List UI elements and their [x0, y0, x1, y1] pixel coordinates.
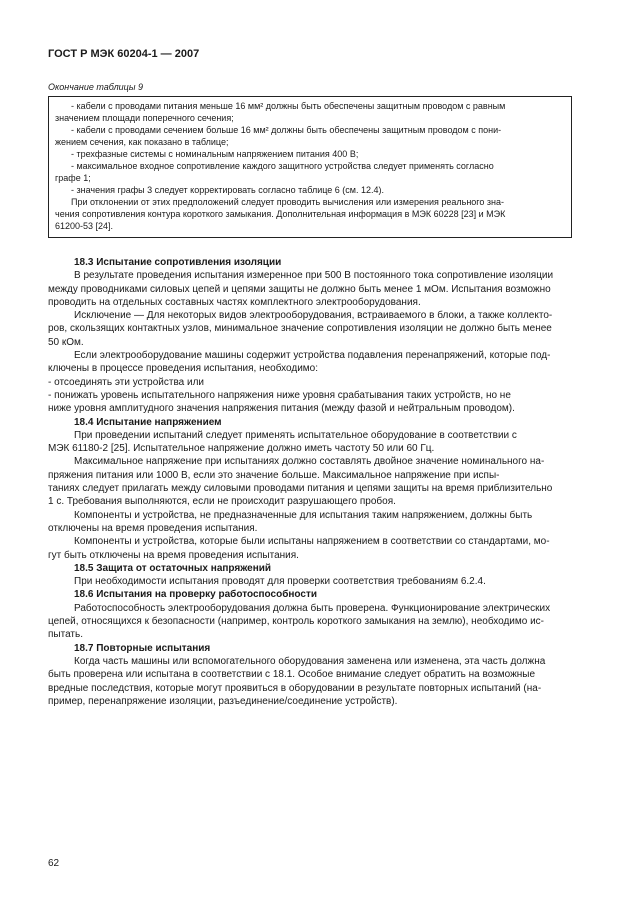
paragraph-line: Компоненты и устройства, не предназначенные для испытания таким напряжением, должны быть: [74, 509, 533, 521]
note-line: - кабели с проводами сечением больше 16 мм² должны быть обеспечены защитным проводом с пони-: [71, 125, 502, 135]
table-caption: Окончание таблицы 9: [48, 82, 143, 92]
paragraph-line: проводить на отдельных составных частях комплектного электрооборудования.: [48, 296, 421, 308]
paragraph-line: пытать.: [48, 629, 83, 641]
section-heading: 18.3 Испытание сопротивления изоляции: [74, 257, 282, 268]
note-line: - максимальное входное сопротивление каждого защитного устройства следует применять согласно: [71, 161, 494, 171]
paragraph-line: При необходимости испытания проводят для проверки соответствия требованиям 6.2.4.: [74, 576, 486, 588]
paragraph-line: Исключение — Для некоторых видов электрооборудования, встраиваемого в блоки, а также коллекто-: [74, 310, 553, 322]
section-heading: 18.4 Испытание напряжением: [74, 416, 222, 428]
paragraph-line: ниже уровня амплитудного значения напряжения питания (между фазой и нейтральным проводом).: [48, 403, 515, 415]
page-number: 62: [48, 858, 60, 869]
note-line: - значения графы 3 следует корректировать согласно таблице 6 (см. 12.4).: [71, 185, 384, 195]
note-line: - кабели с проводами питания меньше 16 мм² должны быть обеспечены защитным проводом с равным: [71, 101, 506, 111]
paragraph-line: - понижать уровень испытательного напряжения ниже уровня срабатывания таких устройств, но не: [48, 389, 511, 401]
note-line: значением площади поперечного сечения;: [55, 113, 234, 123]
note-line: жением сечения, как показано в таблице;: [55, 137, 229, 147]
paragraph-line: 50 кОм.: [48, 336, 84, 348]
paragraph-line: - отсоединять эти устройства или: [48, 376, 204, 388]
note-line: чения сопротивления контура короткого замыкания. Дополнительная информация в МЭК 60228 [23] и МЭК: [55, 209, 506, 219]
paragraph-line: 1 с. Требования выполняются, если не происходит разрушающего пробоя.: [48, 496, 396, 508]
note-line: графе 1;: [55, 173, 91, 183]
section-heading: 18.6 Испытания на проверку работоспособности: [74, 589, 317, 601]
paragraph-line: вредные последствия, которые могут проявиться в оборудовании в результате повторных испытаний (на-: [48, 682, 542, 694]
section-heading: 18.7 Повторные испытания: [74, 642, 211, 654]
paragraph-line: таниях следует прилагать между силовыми проводами питания и цепями защиты на время приблизительно: [48, 483, 553, 495]
paragraph-line: В результате проведения испытания измеренное при 500 В постоянного тока сопротивление изоляции: [74, 270, 554, 282]
note-line: При отклонении от этих предположений следует проводить вычисления или измерения реального зна-: [71, 197, 504, 207]
note-line: - трехфазные системы с номинальным напряжением питания 400 В;: [71, 149, 359, 159]
paragraph-line: При проведении испытаний следует применять испытательное оборудование в соответствии с: [74, 429, 517, 441]
paragraph-line: пример, перенапряжение изоляции, разъединение/соединение устройств).: [48, 695, 398, 707]
table-note-box: [48, 96, 572, 238]
paragraph-line: гут быть отключены на время проведения испытания.: [48, 549, 299, 561]
paragraph-line: отключены на время проведения испытания.: [48, 522, 258, 534]
paragraph-line: ключены в процессе проведения испытания, необходимо:: [48, 363, 318, 375]
paragraph-line: МЭК 61180-2 [25]. Испытательное напряжение должно иметь частоту 50 или 60 Гц.: [48, 443, 435, 455]
paragraph-line: пряжения питания или 1000 В, если это значение больше. Максимальное напряжение при испы-: [48, 469, 500, 481]
paragraph-line: Максимальное напряжение при испытаниях должно составлять двойное значение номинального на-: [74, 456, 545, 468]
paragraph-line: ров, скользящих контактных узлов, минимальное значение сопротивления изоляции не должно быть менее: [48, 323, 552, 335]
paragraph-line: Если электрооборудование машины содержит устройства подавления перенапряжений, которые под-: [74, 350, 551, 362]
note-line: 61200-53 [24].: [55, 221, 114, 231]
paragraph-line: между проводниками силовых цепей и цепями защиты не должно быть менее 1 мОм. Испытания возможно: [48, 283, 551, 295]
paragraph-line: Работоспособность электрооборудования должна быть проверена. Функционирование электрических: [74, 602, 551, 614]
document-header: ГОСТ Р МЭК 60204-1 — 2007: [48, 48, 200, 60]
paragraph-line: быть проверена или испытана в соответствии с 18.1. Особое внимание следует обратить на возможные: [48, 669, 536, 681]
paragraph-line: Компоненты и устройства, которые были испытаны напряжением в соответствии со стандартами, мо-: [74, 536, 550, 548]
section-heading: 18.5 Защита от остаточных напряжений: [74, 562, 272, 574]
section-text: [48, 256, 572, 708]
paragraph-line: Когда часть машины или вспомогательного оборудования заменена или изменена, эта часть должна: [74, 655, 546, 667]
paragraph-line: цепей, относящихся к безопасности (например, контроль короткого замыкания на землю), необходимо ис-: [48, 616, 545, 628]
